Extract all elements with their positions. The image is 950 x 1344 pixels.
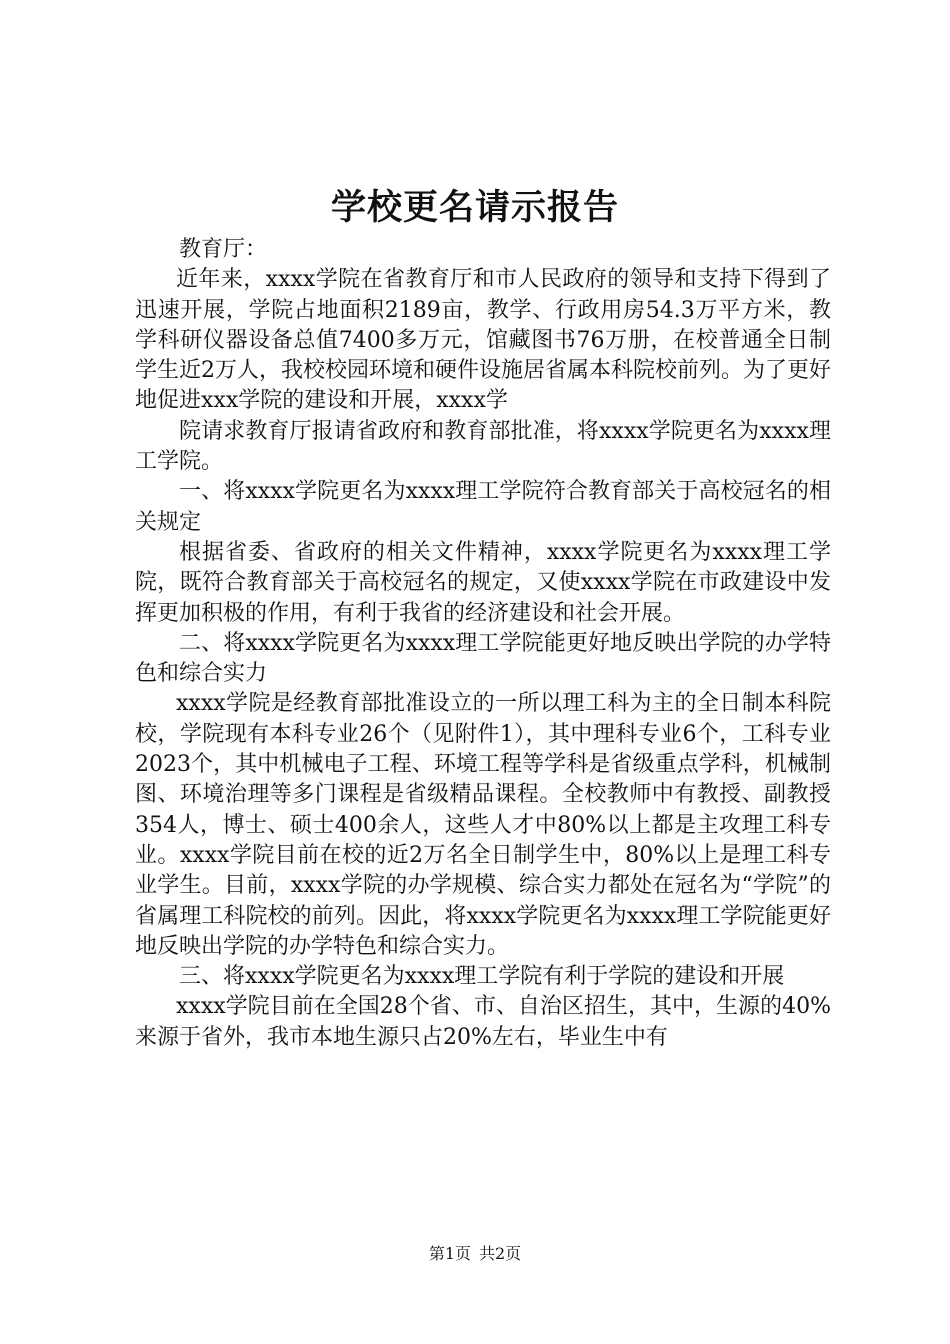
section-heading-2: 二、将xxxx学院更名为xxxx理工学院能更好地反映出学院的办学特色和综合实力 (135, 630, 831, 687)
paragraph-section-2: xxxx学院是经教育部批准设立的一所以理工科为主的全日制本科院校，学院现有本科专业26个（见附件1），其中理科专业6个，工科专业2023个，其中机械电子工程、环境工程等学科是省级重点学科，机械制图、环境治理等多门课程是省级精品课程。全校教师中有教授、副教授354人，博士、硕士400余人，这些人才中80%以上都是主攻理工科专业。xxxx学院目前在校的近2万名全日制学生中，80%以上是理工科专业学生。目前，xxxx学院的办学规模、综合实力都处在冠名为“学院”的省属理工科院校的前列。因此，将xxxx学院更名为xxxx理工学院能更好地反映出学院的办学特色和综合实力。 (135, 691, 831, 959)
salutation: 教育厅： (179, 237, 268, 262)
paragraph-request: 院请求教育厅报请省政府和教育部批准，将xxxx学院更名为xxxx理工学院。 (135, 418, 831, 475)
page-number: 第1页 (428, 1244, 471, 1263)
page-footer (0, 1243, 950, 1265)
section-heading-3: 三、将xxxx学院更名为xxxx理工学院有利于学院的建设和开展 (179, 964, 785, 990)
section-heading-1: 一、将xxxx学院更名为xxxx理工学院符合教育部关于高校冠名的相关规定 (135, 479, 831, 535)
document-title: 学校更名请示报告 (330, 187, 619, 228)
document-body (135, 235, 831, 1053)
paragraph-section-1: 根据省委、省政府的相关文件精神，xxxx学院更名为xxxx理工学院，既符合教育部关于高校冠名的规定，又使xxxx学院在市政建设中发挥更加积极的作用，有利于我省的经济建设和社会开展。 (135, 539, 831, 626)
paragraph-section-3: xxxx学院目前在全国28个省、市、自治区招生，其中，生源的40%来源于省外，我市本地生源只占20%左右，毕业生中有 (135, 994, 831, 1050)
paragraph-intro: 近年来，xxxx学院在省教育厅和市人民政府的领导和支持下得到了迅速开展，学院占地面积2189亩，教学、行政用房54.3万平方米，教学科研仪器设备总值7400多万元，馆藏图书76万册，在校普通全日制学生近2万人，我校校园环境和硬件设施居省属本科院校前列。为了更好地促进xxx学院的建设和开展，xxxx学 (135, 267, 831, 414)
page-total: 共2页 (479, 1244, 522, 1263)
